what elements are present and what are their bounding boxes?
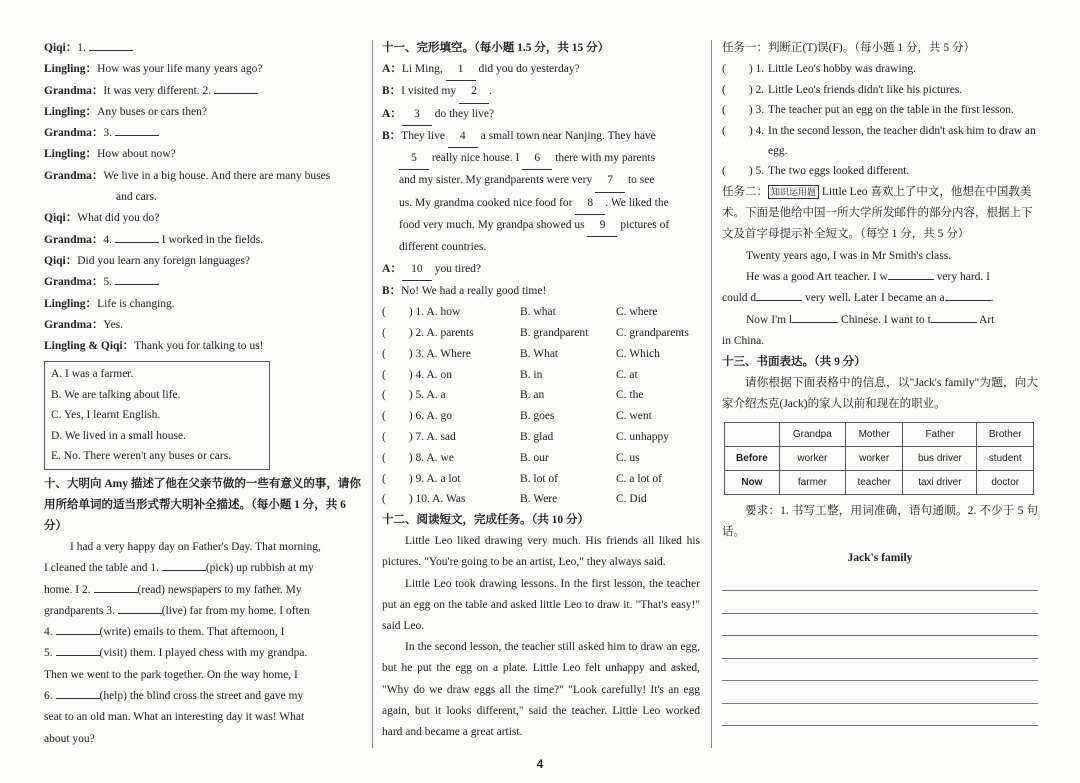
dialogue-line <box>44 208 362 229</box>
passage-line <box>44 601 362 622</box>
cloze-text: No! We had a really good time! <box>401 284 547 297</box>
tf-item[interactable] <box>722 121 1038 162</box>
choice-row[interactable] <box>382 302 700 323</box>
passage-text: seat to an old man. What an interesting day it was! What <box>44 711 305 724</box>
writing-line[interactable] <box>722 569 1038 592</box>
dialogue-line <box>44 166 362 187</box>
passage-text: grandparents 3. <box>44 604 118 617</box>
choice-option: ( ) 8. A. we <box>382 451 454 464</box>
email-fill-in <box>722 246 1038 352</box>
email-text: Now I'm l <box>746 313 793 326</box>
choice-row[interactable] <box>382 489 700 510</box>
cloze-text: you tired? <box>431 262 481 275</box>
choice-option: B. glad <box>520 431 554 444</box>
option-item: D. We lived in a small house. <box>51 429 186 442</box>
section-10-title: 十、大明向 Amy 描述了他在父亲节做的一些有意义的事，请你用所给单词的适当形式帮大明补全描述。（每小题 1 分，共 6 分） <box>44 477 361 532</box>
passage-line <box>44 686 362 707</box>
speaker-name: Grandma： <box>44 276 104 289</box>
dialogue-text: It was very different. 2. <box>103 84 215 97</box>
writing-line[interactable] <box>722 704 1038 727</box>
task-2-intro <box>722 182 1038 246</box>
dialogue-text: I worked in the fields. <box>158 233 264 246</box>
table-row-header: Now <box>725 470 780 494</box>
tf-statement: The two eggs looked different. <box>768 165 910 178</box>
speaker-name: Qiqi： <box>44 254 78 267</box>
choice-option: C. went <box>616 410 652 423</box>
speaker-name: Lingling & Qiqi： <box>44 340 135 353</box>
speaker-name: Lingling： <box>44 63 98 76</box>
tf-statement: In the second lesson, the teacher didn't ask him to draw an egg. <box>768 124 1036 157</box>
choice-row[interactable] <box>382 469 700 490</box>
cloze-text: and my sister. My grandparents were very <box>399 174 596 187</box>
option-item: C. Yes, I learnt English. <box>51 409 161 422</box>
cloze-blank[interactable]: 4 <box>448 126 478 148</box>
table-row <box>725 446 1034 470</box>
cloze-text: different countries. <box>399 241 487 254</box>
cloze-text: . We liked the <box>605 196 669 209</box>
task-2-text: Little Leo 喜欢上了中文，他想在中国教美术。下面是他给中国一所大学所发邮件的部分内容，根据上下文及首字母提示补全短文。（每空 1 分，共 5 分） <box>722 185 1033 241</box>
choice-option: B. What <box>520 347 559 360</box>
choice-row[interactable] <box>382 365 700 386</box>
choice-option: C. Which <box>616 347 660 360</box>
verb-blank[interactable] <box>56 686 100 699</box>
speaker-name: Lingling： <box>44 105 98 118</box>
writing-line[interactable] <box>722 636 1038 659</box>
cloze-text: food very much. My grandpa showed us <box>399 219 588 232</box>
choice-option: C. where <box>616 306 658 319</box>
passage-line <box>44 622 362 643</box>
tf-number: ( ) 5. <box>722 165 765 178</box>
dialogue-line <box>44 102 362 123</box>
email-text: Twenty years ago, I was in Mr Smith's class. <box>746 249 952 262</box>
choice-option: ( ) 1. A. how <box>382 306 461 319</box>
essay-title: Jack's family <box>847 551 913 564</box>
speaker-name: Grandma： <box>44 84 104 97</box>
cloze-choices <box>382 302 700 510</box>
table-cell: farmer <box>779 470 845 494</box>
speaker-name: B： <box>382 129 402 142</box>
column-divider <box>372 40 373 748</box>
section-13-title: 十三、书面表达。（共 9 分） <box>722 356 866 369</box>
choice-option: ( ) 4. A. on <box>382 368 452 381</box>
email-text: very well. Later I became an a <box>802 292 945 305</box>
task-2-label: 任务二： <box>722 185 768 198</box>
choice-option: C. grandparents <box>616 327 689 340</box>
cloze-blank[interactable]: 5 <box>399 148 429 170</box>
passage-line <box>44 537 362 558</box>
passage-line <box>44 643 362 664</box>
dialogue-blank[interactable] <box>115 272 159 285</box>
speaker-name: Lingling： <box>44 148 98 161</box>
verb-blank[interactable] <box>56 622 100 635</box>
choice-option: B. an <box>520 389 545 402</box>
cloze-blank[interactable]: 8 <box>575 193 605 215</box>
dialogue-line <box>44 251 362 272</box>
email-text: . <box>990 292 994 305</box>
table-cell: doctor <box>977 470 1034 494</box>
passage-text: (visit) them. I played chess with my grandpa. <box>99 647 308 660</box>
choice-row[interactable] <box>382 385 700 406</box>
email-text: in China. <box>722 334 765 347</box>
table-row <box>725 470 1034 494</box>
speaker-name: B： <box>382 85 402 98</box>
choice-option: C. the <box>616 389 644 402</box>
cloze-text: did you do yesterday? <box>475 63 580 75</box>
verb-blank[interactable] <box>94 580 138 593</box>
choice-option: C. at <box>616 368 638 381</box>
passage-text: (write) emails to them. That afternoon, I <box>99 626 285 639</box>
tf-item[interactable] <box>722 161 1038 181</box>
writing-line[interactable] <box>722 614 1038 637</box>
table-cell: bus driver <box>903 446 977 470</box>
writing-line[interactable] <box>722 681 1038 704</box>
email-text: Art <box>976 313 995 326</box>
cloze-text: us. My grandma cooked nice food for <box>399 196 576 209</box>
passage-line <box>44 707 362 728</box>
email-text: He was a good Art teacher. I w <box>746 270 888 283</box>
cloze-text: do they live? <box>431 107 495 120</box>
cloze-text: . <box>489 85 492 98</box>
table-header-cell: Grandpa <box>779 422 845 446</box>
writing-line[interactable] <box>722 659 1038 682</box>
dialogue-text: How was your life many years ago? <box>97 63 263 76</box>
letter-blank[interactable] <box>888 267 934 280</box>
table-header-cell: Brother <box>977 422 1034 446</box>
table-header-cell: Mother <box>845 422 902 446</box>
dialogue-line <box>44 144 362 165</box>
dialogue-line <box>44 59 362 80</box>
passage-line <box>44 580 362 601</box>
speaker-name: Qiqi： <box>44 42 78 54</box>
choice-option: ( ) 9. A. a lot <box>382 472 461 485</box>
dialogue-text: How about now? <box>97 148 176 161</box>
speaker-name: Grandma： <box>44 233 104 246</box>
passage-text: home. I 2. <box>44 583 94 596</box>
tf-statement: The teacher put an egg on the table in the first lesson. <box>768 104 1014 117</box>
passage-text: (live) far from my home. I often <box>161 604 310 617</box>
table-header-cell <box>725 422 780 446</box>
cloze-line <box>382 237 700 258</box>
tf-item[interactable] <box>722 100 1038 120</box>
dialogue-section <box>44 38 362 357</box>
choice-option: ( ) 2. A. parents <box>382 327 474 340</box>
true-false-list <box>722 59 1038 181</box>
tf-item[interactable] <box>722 80 1038 100</box>
choice-option: B. Were <box>520 493 558 506</box>
choice-option: B. our <box>520 451 549 464</box>
options-box <box>44 361 270 470</box>
tf-number: ( ) 3. <box>722 104 765 117</box>
passage-paragraph: Little Leo took drawing lessons. In the first lesson, the teacher put an egg on the table and asked little Leo to draw it. "That's easy!" said Leo. <box>382 577 700 633</box>
email-line <box>722 331 1038 352</box>
cloze-blank[interactable]: 7 <box>595 170 625 192</box>
cloze-line <box>382 215 700 237</box>
table-cell: taxi driver <box>903 470 977 494</box>
dialogue-text: We live in a big house. And there are many buses <box>103 169 331 182</box>
column-1 <box>44 38 362 750</box>
cloze-line <box>382 81 700 103</box>
dialogue-text: 1. <box>77 42 89 54</box>
choice-option: B. grandparent <box>520 327 589 340</box>
tf-number: ( ) 4. <box>722 124 765 137</box>
choice-option: B. what <box>520 306 556 319</box>
cloze-line <box>382 259 700 281</box>
dialogue-text: Did you learn any foreign languages? <box>77 254 250 267</box>
cloze-text: Li Ming, <box>401 63 446 75</box>
passage-text: 5. <box>44 647 56 660</box>
passage-line <box>44 665 362 686</box>
table-row-header: Before <box>725 446 780 470</box>
column-divider <box>711 40 712 748</box>
email-line <box>722 288 1038 309</box>
passage-paragraph: In the second lesson, the teacher still asked him to draw an egg, but he put the egg on a plate. Little Leo felt unhappy and asked, "Why do we draw eggs all the time?" "Look carefully! It's an egg again, but it looks different," said the teacher. Little Leo worked hard and became a great artist. <box>382 641 700 739</box>
email-text: very hard. I <box>933 270 990 283</box>
dialogue-line <box>44 230 362 251</box>
choice-option: B. lot of <box>520 472 559 485</box>
dialogue-line <box>44 123 362 144</box>
email-text: Chinese. I want to t <box>838 313 931 326</box>
choice-row[interactable] <box>382 344 700 365</box>
option-item: E. No. There weren't any buses or cars. <box>51 450 232 463</box>
knowledge-tag: 知识运用题 <box>768 185 819 199</box>
verb-blank[interactable] <box>56 643 100 656</box>
dialogue-line <box>44 294 362 315</box>
passage-text: (help) the blind cross the street and gave my <box>99 690 304 703</box>
passage-text: 6. <box>44 690 56 703</box>
task-1-title: 任务一：判断正(T)误(F)。（每小题 1 分，共 5 分） <box>722 42 975 54</box>
speaker-name: Qiqi： <box>44 212 78 225</box>
choice-option: B. goes <box>520 410 555 423</box>
cloze-line <box>382 148 700 170</box>
choice-row[interactable] <box>382 406 700 427</box>
email-text: could d <box>722 292 757 305</box>
choice-option: B. in <box>520 368 543 381</box>
choice-option: C. us <box>616 451 640 464</box>
choice-option: C. Did <box>616 493 647 506</box>
tf-statement: Little Leo's friends didn't like his pictures. <box>768 83 963 96</box>
passage-line <box>44 558 362 579</box>
passage-paragraph: Little Leo liked drawing very much. His friends all liked his pictures. "You're going to be an artist, Leo," they always said. <box>382 535 700 569</box>
dialogue-line <box>44 81 362 102</box>
section-10-passage <box>44 537 362 750</box>
letter-blank[interactable] <box>931 310 977 323</box>
speaker-name: Grandma： <box>44 169 104 182</box>
table-header-row <box>725 422 1034 446</box>
column-2 <box>382 38 700 743</box>
passage-line <box>44 729 362 750</box>
cloze-blank[interactable]: 3 <box>402 104 432 126</box>
email-line <box>722 310 1038 331</box>
cloze-text: They live <box>401 129 448 142</box>
option-item: A. I was a farmer. <box>51 368 134 381</box>
choice-row[interactable] <box>382 323 700 344</box>
dialogue-blank[interactable] <box>115 230 159 243</box>
passage-text: about you? <box>44 732 95 745</box>
letter-blank[interactable] <box>756 288 802 301</box>
speaker-name: B： <box>382 284 402 297</box>
speaker-name: A： <box>382 63 402 75</box>
cloze-blank[interactable]: 1 <box>446 59 476 81</box>
passage-text: 4. <box>44 626 56 639</box>
cloze-line <box>382 126 700 148</box>
table-cell: teacher <box>845 470 902 494</box>
writing-requirement: 要求：1. 书写工整，用词准确，语句通顺。2. 不少于 5 句话。 <box>722 504 1038 538</box>
dialogue-blank[interactable] <box>214 81 258 94</box>
cloze-blank[interactable]: 10 <box>402 259 432 281</box>
cloze-blank[interactable]: 2 <box>459 81 489 103</box>
tf-statement: Little Leo's hobby was drawing. <box>768 63 917 76</box>
cloze-blank[interactable]: 6 <box>522 148 552 170</box>
speaker-name: Grandma： <box>44 127 104 140</box>
cloze-line <box>382 104 700 126</box>
dialogue-line <box>44 315 362 336</box>
reading-passage <box>382 531 700 743</box>
choice-option: ( ) 10. A. Was <box>382 493 466 506</box>
option-item: B. We are talking about life. <box>51 388 181 401</box>
choice-option: ( ) 7. A. sad <box>382 431 456 444</box>
dialogue-text: Yes. <box>103 318 124 331</box>
dialogue-line <box>44 336 362 357</box>
dialogue-text: 4. <box>103 233 115 246</box>
email-line <box>722 246 1038 267</box>
cloze-text: really nice house. I <box>429 152 523 165</box>
section-12-title: 十二、阅读短文，完成任务。（共 10 分） <box>382 514 589 527</box>
page-number: 4 <box>536 757 544 771</box>
cloze-text: I visited my <box>401 85 459 98</box>
cloze-text: a small town near Nanjing. They have <box>477 129 656 142</box>
dialogue-line <box>44 38 362 59</box>
jack-family-table <box>724 422 1034 495</box>
passage-text: I cleaned the table and 1. <box>44 562 162 575</box>
tf-item[interactable] <box>722 59 1038 79</box>
cloze-line <box>382 193 700 215</box>
cloze-line <box>382 281 700 302</box>
dialogue-text: What did you do? <box>77 212 160 225</box>
table-cell: worker <box>845 446 902 470</box>
speaker-name: A： <box>382 262 402 275</box>
dialogue-line <box>44 272 362 293</box>
choice-option: ( ) 6. A. go <box>382 410 452 423</box>
cloze-text: there with my parents <box>552 152 656 165</box>
verb-blank[interactable] <box>162 558 206 571</box>
cloze-line <box>382 170 700 192</box>
letter-blank[interactable] <box>792 310 838 323</box>
choice-row[interactable] <box>382 427 700 448</box>
verb-blank[interactable] <box>118 601 162 614</box>
table-cell: worker <box>779 446 845 470</box>
section-13-text: 请你根据下面表格中的信息，以"Jack's family"为题，向大家介绍杰克(Jack)的家人以前和现在的职业。 <box>722 377 1038 411</box>
passage-text: (read) newspapers to my father. My <box>137 583 302 596</box>
section-11-title: 十一、完形填空。（每小题 1.5 分，共 15 分） <box>382 42 610 54</box>
dialogue-blank[interactable] <box>115 123 159 136</box>
dialogue-text: 3. <box>103 127 115 140</box>
dialogue-text: Any buses or cars then? <box>97 105 207 118</box>
dialogue-text: Life is changing. <box>97 297 175 310</box>
speaker-name: A： <box>382 107 402 120</box>
speaker-name: Grandma： <box>44 318 104 331</box>
writing-line[interactable] <box>722 591 1038 614</box>
dialogue-line <box>44 187 362 208</box>
speaker-name: Lingling： <box>44 297 98 310</box>
choice-row[interactable] <box>382 448 700 469</box>
dialogue-text: Thank you for talking to us! <box>134 340 264 353</box>
cloze-text: to see <box>625 174 655 187</box>
choice-option: C. a lot of <box>616 472 662 485</box>
cloze-dialogue <box>382 59 700 302</box>
passage-text: Then we went to the park together. On the way home, I <box>44 668 298 681</box>
cloze-line <box>382 59 700 81</box>
cloze-blank[interactable]: 9 <box>587 215 617 237</box>
dialogue-text: 5. <box>103 276 115 289</box>
writing-lines[interactable] <box>722 569 1038 727</box>
table-cell: student <box>977 446 1034 470</box>
table-header-cell: Father <box>903 422 977 446</box>
dialogue-text: and cars. <box>116 191 157 204</box>
email-line <box>722 267 1038 288</box>
letter-blank[interactable] <box>945 288 991 301</box>
column-3 <box>722 38 1038 726</box>
dialogue-blank[interactable] <box>89 38 133 51</box>
tf-number: ( ) 2. <box>722 83 765 96</box>
choice-option: C. unhappy <box>616 431 670 444</box>
choice-option: ( ) 3. A. Where <box>382 347 471 360</box>
cloze-text: pictures of <box>617 219 670 232</box>
choice-option: ( ) 5. A. a <box>382 389 446 402</box>
passage-text: I had a very happy day on Father's Day. That morning, <box>70 540 321 553</box>
passage-text: (pick) up rubbish at my <box>205 562 314 575</box>
tf-number: ( ) 1. <box>722 63 765 76</box>
